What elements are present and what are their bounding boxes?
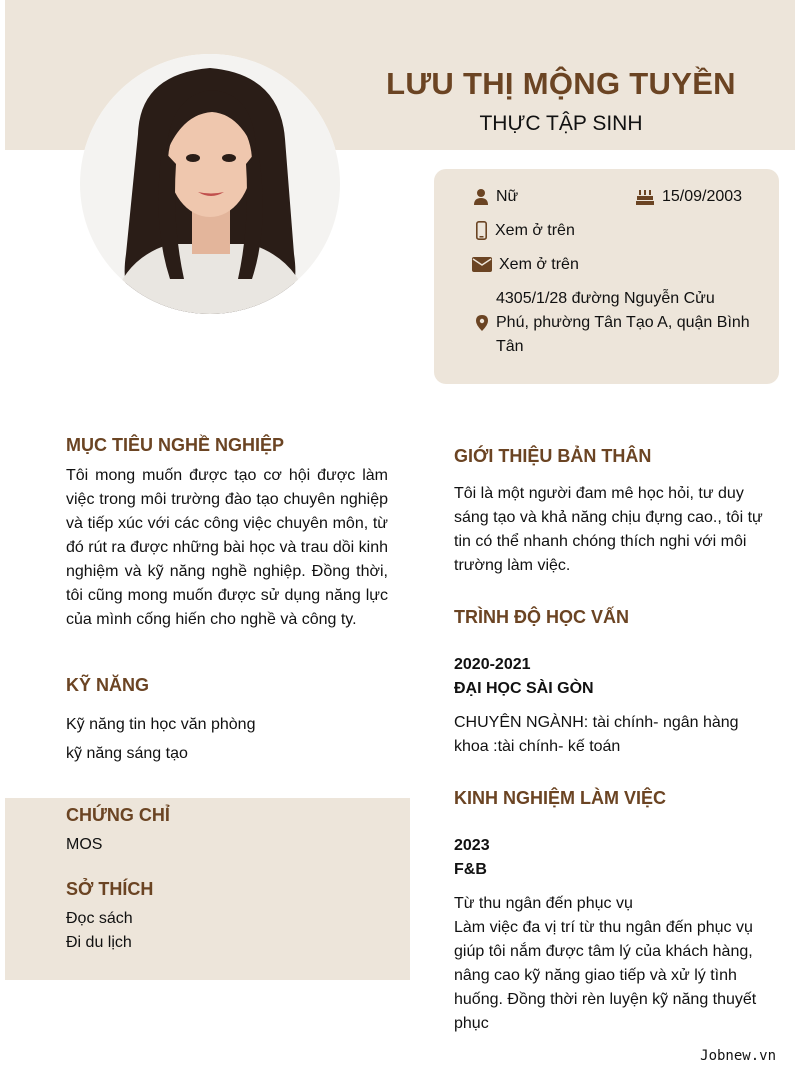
education-school: ĐẠI HỌC SÀI GÒN — [454, 680, 594, 697]
experience-company: F&B — [454, 861, 487, 878]
experience-year: 2023 — [454, 837, 490, 854]
user-icon — [474, 189, 488, 210]
hobby-item: Đi du lịch — [66, 934, 132, 951]
skills-title: KỸ NĂNG — [66, 675, 150, 695]
birthday-cake-icon — [636, 189, 654, 210]
hobby-item: Đọc sách — [66, 910, 133, 927]
envelope-icon — [472, 257, 492, 277]
footer-brand[interactable]: Jobnew.vn — [700, 1048, 776, 1064]
hobbies-title: SỞ THÍCH — [66, 879, 154, 899]
about-text: Tôi là một người đam mê học hỏi, tư duy sáng tạo và khả năng chịu đựng cao., tôi tự tin có thể nhanh chóng thích nghi với môi trường làm việc. — [454, 485, 763, 574]
phone-value: Xem ở trên — [495, 222, 575, 239]
certificates-title: CHỨNG CHỈ — [66, 805, 170, 825]
address-line-3: Tân — [496, 338, 524, 355]
gender-value: Nữ — [496, 188, 519, 205]
phone-icon — [476, 221, 487, 245]
objective-title: MỤC TIÊU NGHỀ NGHIỆP — [66, 435, 285, 455]
location-pin-icon — [476, 315, 488, 336]
about-title: GIỚI THIỆU BẢN THÂN — [454, 446, 652, 466]
birthday-value: 15/09/2003 — [662, 188, 743, 205]
experience-position: Từ thu ngân đến phục vụ — [454, 895, 633, 912]
candidate-role: THỰC TẬP SINH — [479, 112, 643, 135]
education-major: CHUYÊN NGÀNH: tài chính- ngân hàng — [454, 714, 739, 731]
contact-card — [434, 169, 779, 384]
education-period: 2020-2021 — [454, 656, 531, 673]
skill-item: kỹ năng sáng tạo — [66, 745, 188, 762]
objective-text: Tôi mong muốn được tạo cơ hội được làm việc trong môi trường đào tạo chuyên nghiệp và tiếp xúc với các công việc chuyên môn, từ đó rút ra được những bài học và trau dồi kinh nghiệm và kỹ năng nghề nghiệp. Đồng thời, tôi cũng mong muốn được sử dụng năng lực của mình cống hiến cho nghề và công ty. — [66, 467, 388, 628]
candidate-name: LƯU THỊ MỘNG TUYỀN — [386, 66, 736, 101]
certificate-item: MOS — [66, 836, 103, 853]
experience-description: Làm việc đa vị trí từ thu ngân đến phục vụ giúp tôi nắm được tâm lý của khách hàng, nâng cao kỹ năng giao tiếp và xử lý tình huống. Đồng thời rèn luyện kỹ năng thuyết phục — [454, 919, 757, 1032]
experience-title: KINH NGHIỆM LÀM VIỆC — [454, 788, 667, 808]
education-title: TRÌNH ĐỘ HỌC VẤN — [454, 607, 629, 627]
address-line-2: Phú, phường Tân Tạo A, quận Bình — [496, 314, 750, 331]
skill-item: Kỹ năng tin học văn phòng — [66, 716, 256, 733]
education-faculty: khoa :tài chính- kế toán — [454, 738, 621, 755]
profile-photo — [80, 54, 340, 314]
address-line-1: 4305/1/28 đường Nguyễn Cửu — [496, 290, 715, 307]
email-value: Xem ở trên — [499, 256, 579, 273]
